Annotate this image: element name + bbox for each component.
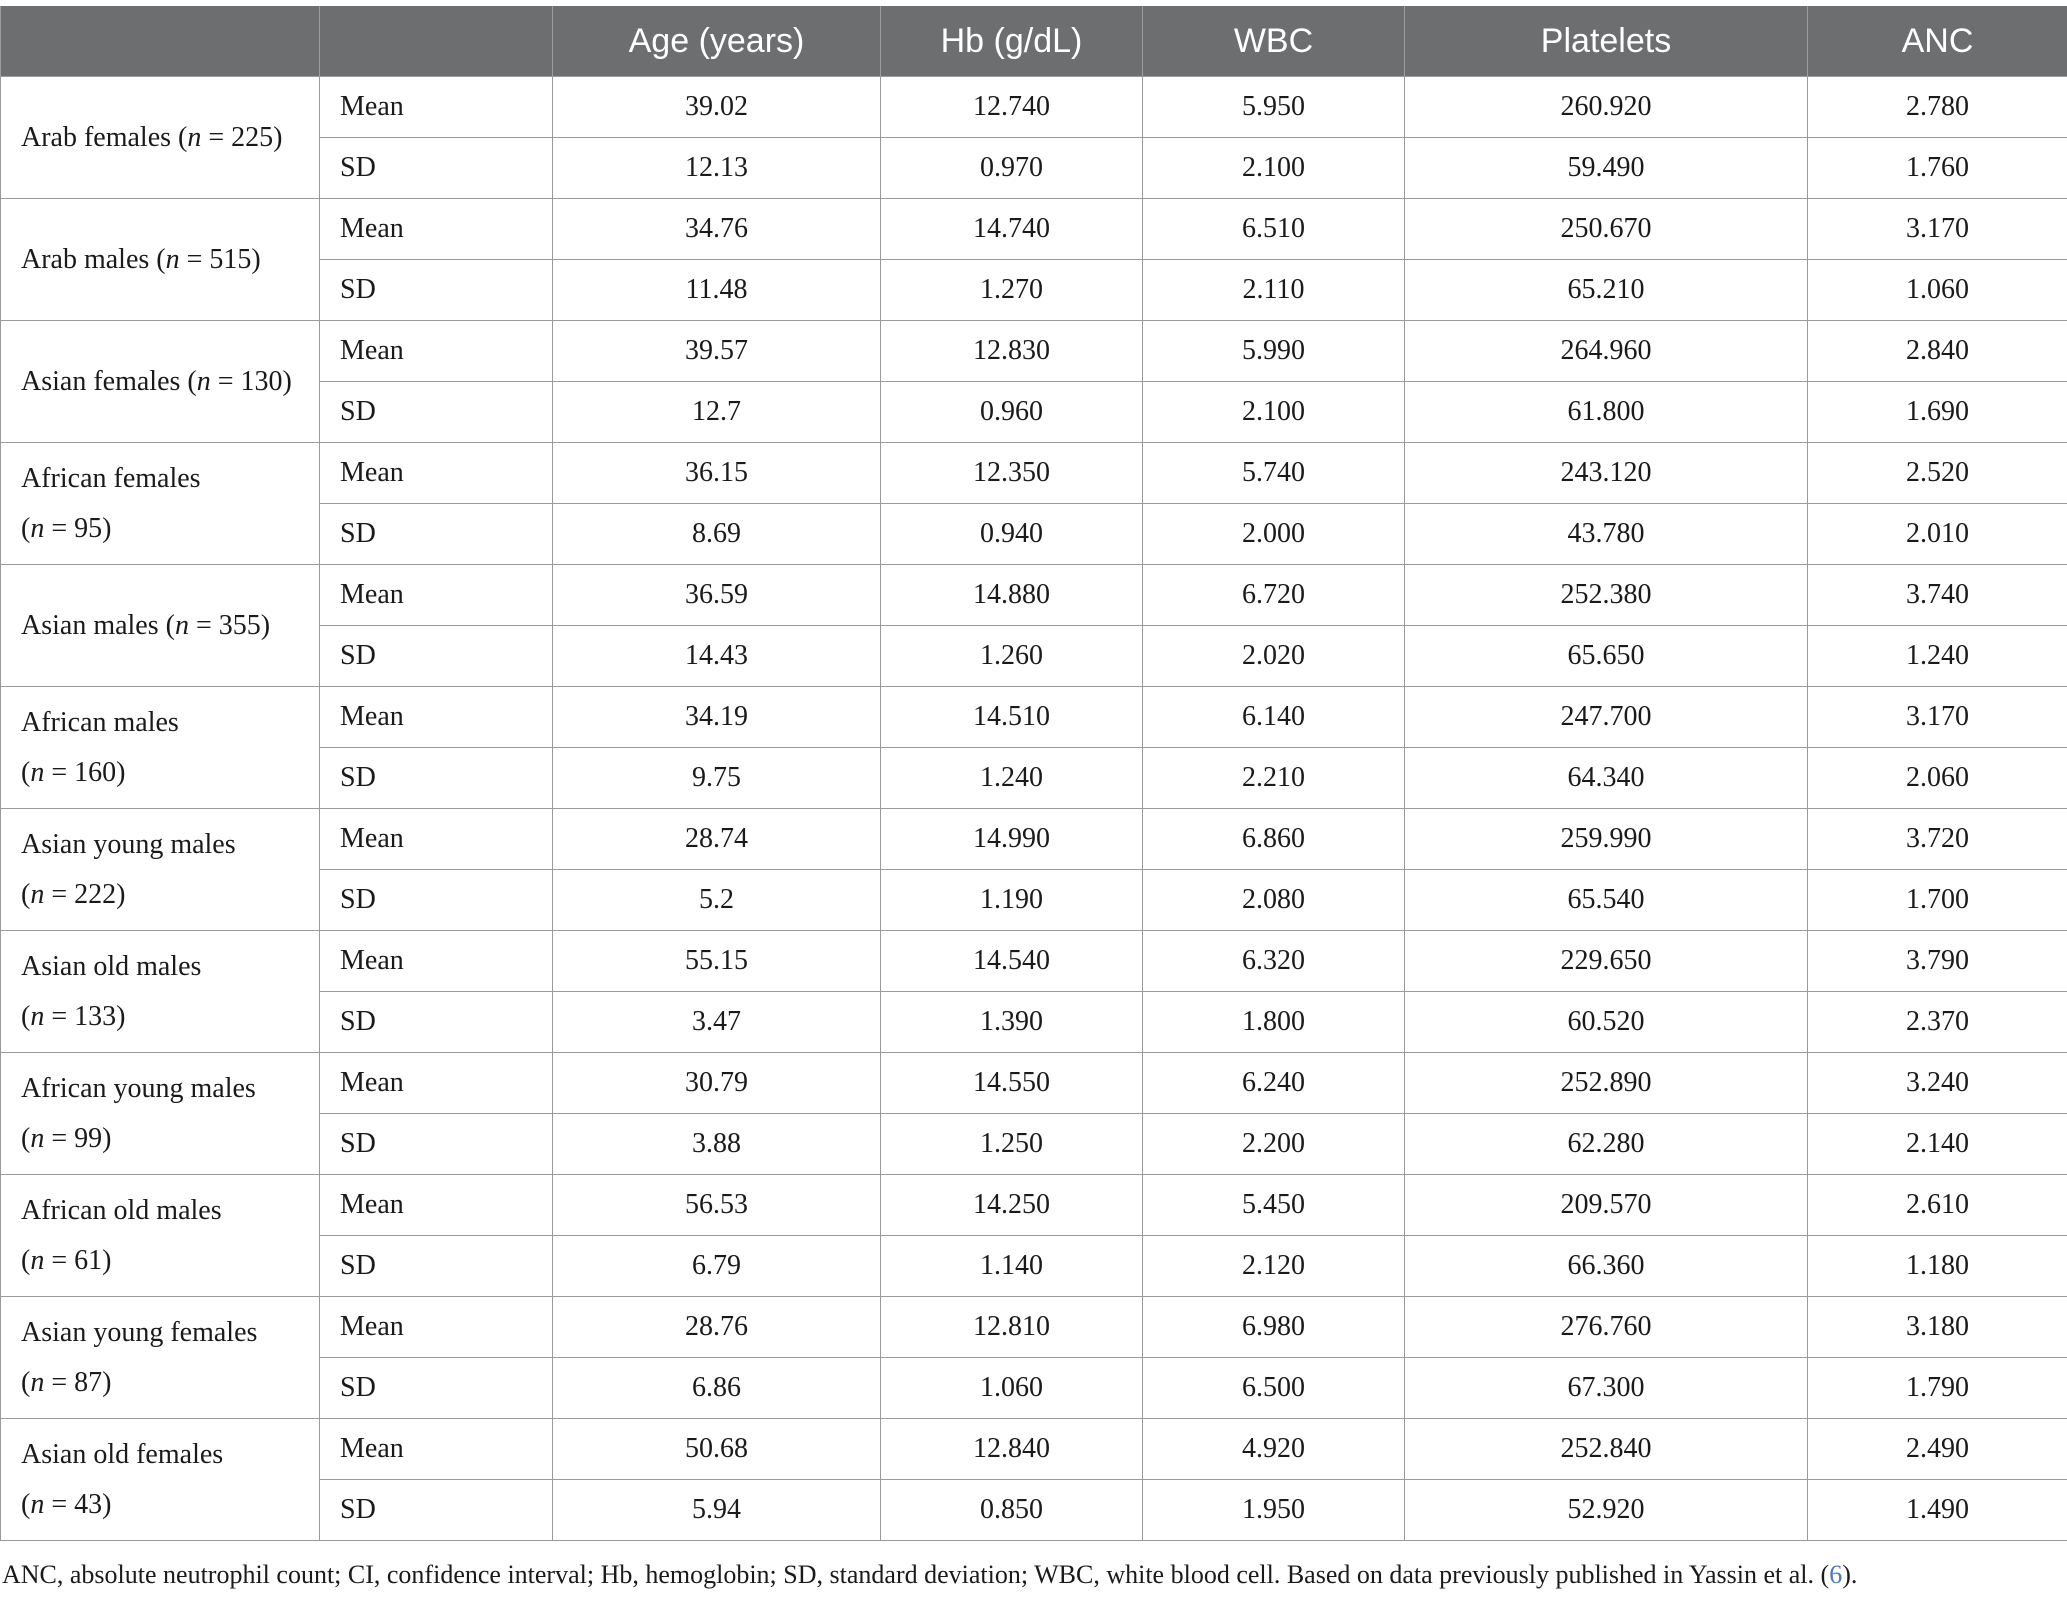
- table-row: [1, 77, 2067, 138]
- wbc-cell: 2.020: [1143, 626, 1405, 687]
- table-row: [1, 931, 2067, 992]
- anc-cell: 2.060: [1808, 748, 2067, 809]
- equals-sign: =: [44, 1000, 75, 1032]
- data-table: [0, 6, 2067, 1541]
- hb-cell: 0.960: [881, 382, 1143, 443]
- age-cell: 50.68: [553, 1419, 881, 1480]
- stat-label: SD: [320, 626, 553, 687]
- group-label: Asian old males (n = 133): [1, 931, 320, 1053]
- hb-cell: 1.140: [881, 1236, 1143, 1297]
- stat-label: Mean: [320, 443, 553, 504]
- stat-label: Mean: [320, 321, 553, 382]
- table-body: [1, 77, 2067, 1541]
- stat-label: SD: [320, 1236, 553, 1297]
- n-symbol: n: [187, 121, 202, 153]
- group-name: Asian young females: [21, 1316, 258, 1348]
- age-cell: 39.57: [553, 321, 881, 382]
- table-container: [0, 6, 2067, 1541]
- wbc-cell: 6.240: [1143, 1053, 1405, 1114]
- n-symbol: n: [30, 1122, 45, 1154]
- header-age: Age (years): [553, 6, 881, 77]
- stat-label: SD: [320, 504, 553, 565]
- age-cell: 56.53: [553, 1175, 881, 1236]
- anc-cell: 3.170: [1808, 687, 2067, 748]
- wbc-cell: 6.140: [1143, 687, 1405, 748]
- group-n-value: 95: [74, 512, 103, 544]
- anc-cell: 1.240: [1808, 626, 2067, 687]
- wbc-cell: 2.080: [1143, 870, 1405, 931]
- table-row: [1, 199, 2067, 260]
- platelets-cell: 64.340: [1405, 748, 1808, 809]
- wbc-cell: 6.860: [1143, 809, 1405, 870]
- platelets-cell: 65.540: [1405, 870, 1808, 931]
- group-n-value: 355: [218, 609, 261, 641]
- age-cell: 6.86: [553, 1358, 881, 1419]
- age-cell: 30.79: [553, 1053, 881, 1114]
- stat-label: Mean: [320, 809, 553, 870]
- platelets-cell: 43.780: [1405, 504, 1808, 565]
- equals-sign: =: [179, 243, 210, 275]
- wbc-cell: 4.920: [1143, 1419, 1405, 1480]
- group-label: Arab females (n = 225): [1, 77, 320, 199]
- age-cell: 6.79: [553, 1236, 881, 1297]
- hb-cell: 1.060: [881, 1358, 1143, 1419]
- table-row: [1, 687, 2067, 748]
- age-cell: 14.43: [553, 626, 881, 687]
- wbc-cell: 6.980: [1143, 1297, 1405, 1358]
- anc-cell: 2.140: [1808, 1114, 2067, 1175]
- anc-cell: 2.010: [1808, 504, 2067, 565]
- hb-cell: 12.810: [881, 1297, 1143, 1358]
- stat-label: SD: [320, 1358, 553, 1419]
- stat-label: SD: [320, 382, 553, 443]
- age-cell: 55.15: [553, 931, 881, 992]
- n-symbol: n: [30, 756, 45, 788]
- stat-label: Mean: [320, 1053, 553, 1114]
- wbc-cell: 2.000: [1143, 504, 1405, 565]
- anc-cell: 2.610: [1808, 1175, 2067, 1236]
- hb-cell: 0.940: [881, 504, 1143, 565]
- n-symbol: n: [30, 878, 45, 910]
- wbc-cell: 2.200: [1143, 1114, 1405, 1175]
- n-symbol: n: [30, 1366, 45, 1398]
- group-label: Asian males (n = 355): [1, 565, 320, 687]
- anc-cell: 3.170: [1808, 199, 2067, 260]
- stat-label: Mean: [320, 565, 553, 626]
- platelets-cell: 252.890: [1405, 1053, 1808, 1114]
- group-label: Arab males (n = 515): [1, 199, 320, 321]
- stat-label: Mean: [320, 687, 553, 748]
- stat-label: SD: [320, 992, 553, 1053]
- hb-cell: 14.250: [881, 1175, 1143, 1236]
- age-cell: 9.75: [553, 748, 881, 809]
- table-row: [1, 1419, 2067, 1480]
- age-cell: 36.15: [553, 443, 881, 504]
- n-symbol: n: [196, 365, 211, 397]
- age-cell: 28.74: [553, 809, 881, 870]
- wbc-cell: 6.500: [1143, 1358, 1405, 1419]
- platelets-cell: 247.700: [1405, 687, 1808, 748]
- table-row: [1, 321, 2067, 382]
- table-row: [1, 809, 2067, 870]
- wbc-cell: 5.740: [1143, 443, 1405, 504]
- group-label: Asian young females (n = 87): [1, 1297, 320, 1419]
- n-symbol: n: [30, 1000, 45, 1032]
- hb-cell: 12.350: [881, 443, 1143, 504]
- group-n-value: 87: [74, 1366, 103, 1398]
- stat-label: Mean: [320, 1419, 553, 1480]
- age-cell: 12.7: [553, 382, 881, 443]
- wbc-cell: 2.120: [1143, 1236, 1405, 1297]
- group-name: Asian females (: [21, 365, 197, 397]
- anc-cell: 2.520: [1808, 443, 2067, 504]
- anc-cell: 2.840: [1808, 321, 2067, 382]
- platelets-cell: 264.960: [1405, 321, 1808, 382]
- group-n-value: 222: [74, 878, 117, 910]
- stat-label: SD: [320, 1480, 553, 1541]
- table-row: [1, 565, 2067, 626]
- platelets-cell: 276.760: [1405, 1297, 1808, 1358]
- platelets-cell: 229.650: [1405, 931, 1808, 992]
- stat-label: Mean: [320, 199, 553, 260]
- group-n-value: 133: [74, 1000, 117, 1032]
- platelets-cell: 62.280: [1405, 1114, 1808, 1175]
- anc-cell: 1.060: [1808, 260, 2067, 321]
- age-cell: 36.59: [553, 565, 881, 626]
- equals-sign: =: [44, 1122, 75, 1154]
- platelets-cell: 66.360: [1405, 1236, 1808, 1297]
- group-n-value: 43: [74, 1488, 103, 1520]
- wbc-cell: 2.110: [1143, 260, 1405, 321]
- hb-cell: 14.540: [881, 931, 1143, 992]
- age-cell: 34.19: [553, 687, 881, 748]
- wbc-cell: 2.100: [1143, 382, 1405, 443]
- stat-label: Mean: [320, 931, 553, 992]
- stat-label: SD: [320, 1114, 553, 1175]
- table-row: [1, 443, 2067, 504]
- header-platelets: Platelets: [1405, 6, 1808, 77]
- hb-cell: 1.250: [881, 1114, 1143, 1175]
- group-label: African young males (n = 99): [1, 1053, 320, 1175]
- age-cell: 5.2: [553, 870, 881, 931]
- hb-cell: 14.880: [881, 565, 1143, 626]
- platelets-cell: 243.120: [1405, 443, 1808, 504]
- group-n-value: 99: [74, 1122, 103, 1154]
- wbc-cell: 5.990: [1143, 321, 1405, 382]
- equals-sign: =: [44, 878, 75, 910]
- wbc-cell: 1.950: [1143, 1480, 1405, 1541]
- stat-label: Mean: [320, 1175, 553, 1236]
- group-name: Arab females (: [21, 121, 188, 153]
- footnote-tail: ).: [1842, 1560, 1858, 1589]
- group-n-value: 225: [231, 121, 274, 153]
- age-cell: 11.48: [553, 260, 881, 321]
- stat-label: SD: [320, 870, 553, 931]
- group-name: Asian males (: [21, 609, 175, 641]
- anc-cell: 3.240: [1808, 1053, 2067, 1114]
- group-name: African young males: [21, 1072, 256, 1104]
- n-symbol: n: [30, 1244, 45, 1276]
- equals-sign: =: [210, 365, 241, 397]
- hb-cell: 1.240: [881, 748, 1143, 809]
- anc-cell: 1.490: [1808, 1480, 2067, 1541]
- equals-sign: =: [44, 1244, 75, 1276]
- hb-cell: 12.740: [881, 77, 1143, 138]
- platelets-cell: 252.380: [1405, 565, 1808, 626]
- table-row: [1, 1297, 2067, 1358]
- footnote-reference-link[interactable]: 6: [1829, 1560, 1843, 1589]
- anc-cell: 2.490: [1808, 1419, 2067, 1480]
- group-label: Asian young males (n = 222): [1, 809, 320, 931]
- group-n-value: 160: [74, 756, 117, 788]
- wbc-cell: 6.720: [1143, 565, 1405, 626]
- header-group: [1, 6, 320, 77]
- wbc-cell: 6.510: [1143, 199, 1405, 260]
- anc-cell: 3.740: [1808, 565, 2067, 626]
- hb-cell: 14.740: [881, 199, 1143, 260]
- hb-cell: 14.510: [881, 687, 1143, 748]
- group-name: Asian old males: [21, 950, 202, 982]
- equals-sign: =: [201, 121, 232, 153]
- anc-cell: 3.720: [1808, 809, 2067, 870]
- platelets-cell: 65.650: [1405, 626, 1808, 687]
- wbc-cell: 5.450: [1143, 1175, 1405, 1236]
- platelets-cell: 209.570: [1405, 1175, 1808, 1236]
- wbc-cell: 6.320: [1143, 931, 1405, 992]
- header-wbc: WBC: [1143, 6, 1405, 77]
- platelets-cell: 252.840: [1405, 1419, 1808, 1480]
- wbc-cell: 1.800: [1143, 992, 1405, 1053]
- age-cell: 34.76: [553, 199, 881, 260]
- age-cell: 5.94: [553, 1480, 881, 1541]
- header-hb: Hb (g/dL): [881, 6, 1143, 77]
- wbc-cell: 2.100: [1143, 138, 1405, 199]
- table-row: [1, 1175, 2067, 1236]
- anc-cell: 1.700: [1808, 870, 2067, 931]
- age-cell: 12.13: [553, 138, 881, 199]
- group-name: African old males: [21, 1194, 222, 1226]
- n-symbol: n: [30, 1488, 45, 1520]
- wbc-cell: 5.950: [1143, 77, 1405, 138]
- age-cell: 3.88: [553, 1114, 881, 1175]
- age-cell: 3.47: [553, 992, 881, 1053]
- platelets-cell: 65.210: [1405, 260, 1808, 321]
- equals-sign: =: [188, 609, 219, 641]
- header-stat: [320, 6, 553, 77]
- group-n-value: 61: [74, 1244, 103, 1276]
- equals-sign: =: [44, 512, 75, 544]
- group-label: African old males (n = 61): [1, 1175, 320, 1297]
- anc-cell: 3.180: [1808, 1297, 2067, 1358]
- platelets-cell: 260.920: [1405, 77, 1808, 138]
- hb-cell: 14.550: [881, 1053, 1143, 1114]
- age-cell: 28.76: [553, 1297, 881, 1358]
- equals-sign: =: [44, 1488, 75, 1520]
- platelets-cell: 67.300: [1405, 1358, 1808, 1419]
- equals-sign: =: [44, 756, 75, 788]
- anc-cell: 2.780: [1808, 77, 2067, 138]
- hb-cell: 1.260: [881, 626, 1143, 687]
- group-name: African females: [21, 462, 201, 494]
- hb-cell: 1.270: [881, 260, 1143, 321]
- platelets-cell: 59.490: [1405, 138, 1808, 199]
- group-label: African females (n = 95): [1, 443, 320, 565]
- stat-label: Mean: [320, 1297, 553, 1358]
- header-anc: ANC: [1808, 6, 2067, 77]
- anc-cell: 3.790: [1808, 931, 2067, 992]
- hb-cell: 0.970: [881, 138, 1143, 199]
- hb-cell: 1.190: [881, 870, 1143, 931]
- hb-cell: 12.830: [881, 321, 1143, 382]
- hb-cell: 14.990: [881, 809, 1143, 870]
- anc-cell: 2.370: [1808, 992, 2067, 1053]
- stat-label: SD: [320, 260, 553, 321]
- header-row: [1, 6, 2067, 77]
- age-cell: 39.02: [553, 77, 881, 138]
- group-name: Asian young males: [21, 828, 236, 860]
- n-symbol: n: [30, 512, 45, 544]
- group-name: African males: [21, 706, 179, 738]
- anc-cell: 1.180: [1808, 1236, 2067, 1297]
- n-symbol: n: [174, 609, 189, 641]
- group-label: Asian old females (n = 43): [1, 1419, 320, 1541]
- group-name: Asian old females: [21, 1438, 224, 1470]
- stat-label: SD: [320, 138, 553, 199]
- table-footnote: [2, 1560, 1857, 1590]
- stat-label: SD: [320, 748, 553, 809]
- group-n-value: 130: [240, 365, 283, 397]
- hb-cell: 1.390: [881, 992, 1143, 1053]
- n-symbol: n: [165, 243, 180, 275]
- stat-label: Mean: [320, 77, 553, 138]
- hb-cell: 12.840: [881, 1419, 1143, 1480]
- table-row: [1, 1053, 2067, 1114]
- wbc-cell: 2.210: [1143, 748, 1405, 809]
- group-label: Asian females (n = 130): [1, 321, 320, 443]
- age-cell: 8.69: [553, 504, 881, 565]
- platelets-cell: 60.520: [1405, 992, 1808, 1053]
- anc-cell: 1.690: [1808, 382, 2067, 443]
- platelets-cell: 52.920: [1405, 1480, 1808, 1541]
- group-name: Arab males (: [21, 243, 166, 275]
- group-label: African males (n = 160): [1, 687, 320, 809]
- platelets-cell: 250.670: [1405, 199, 1808, 260]
- hb-cell: 0.850: [881, 1480, 1143, 1541]
- platelets-cell: 61.800: [1405, 382, 1808, 443]
- anc-cell: 1.790: [1808, 1358, 2067, 1419]
- anc-cell: 1.760: [1808, 138, 2067, 199]
- platelets-cell: 259.990: [1405, 809, 1808, 870]
- equals-sign: =: [44, 1366, 75, 1398]
- footnote-text: ANC, absolute neutrophil count; CI, confidence interval; Hb, hemoglobin; SD, standard deviation; WBC, white blood cell. Based on data previously published in Yassin et al. (: [2, 1560, 1830, 1589]
- group-n-value: 515: [209, 243, 252, 275]
